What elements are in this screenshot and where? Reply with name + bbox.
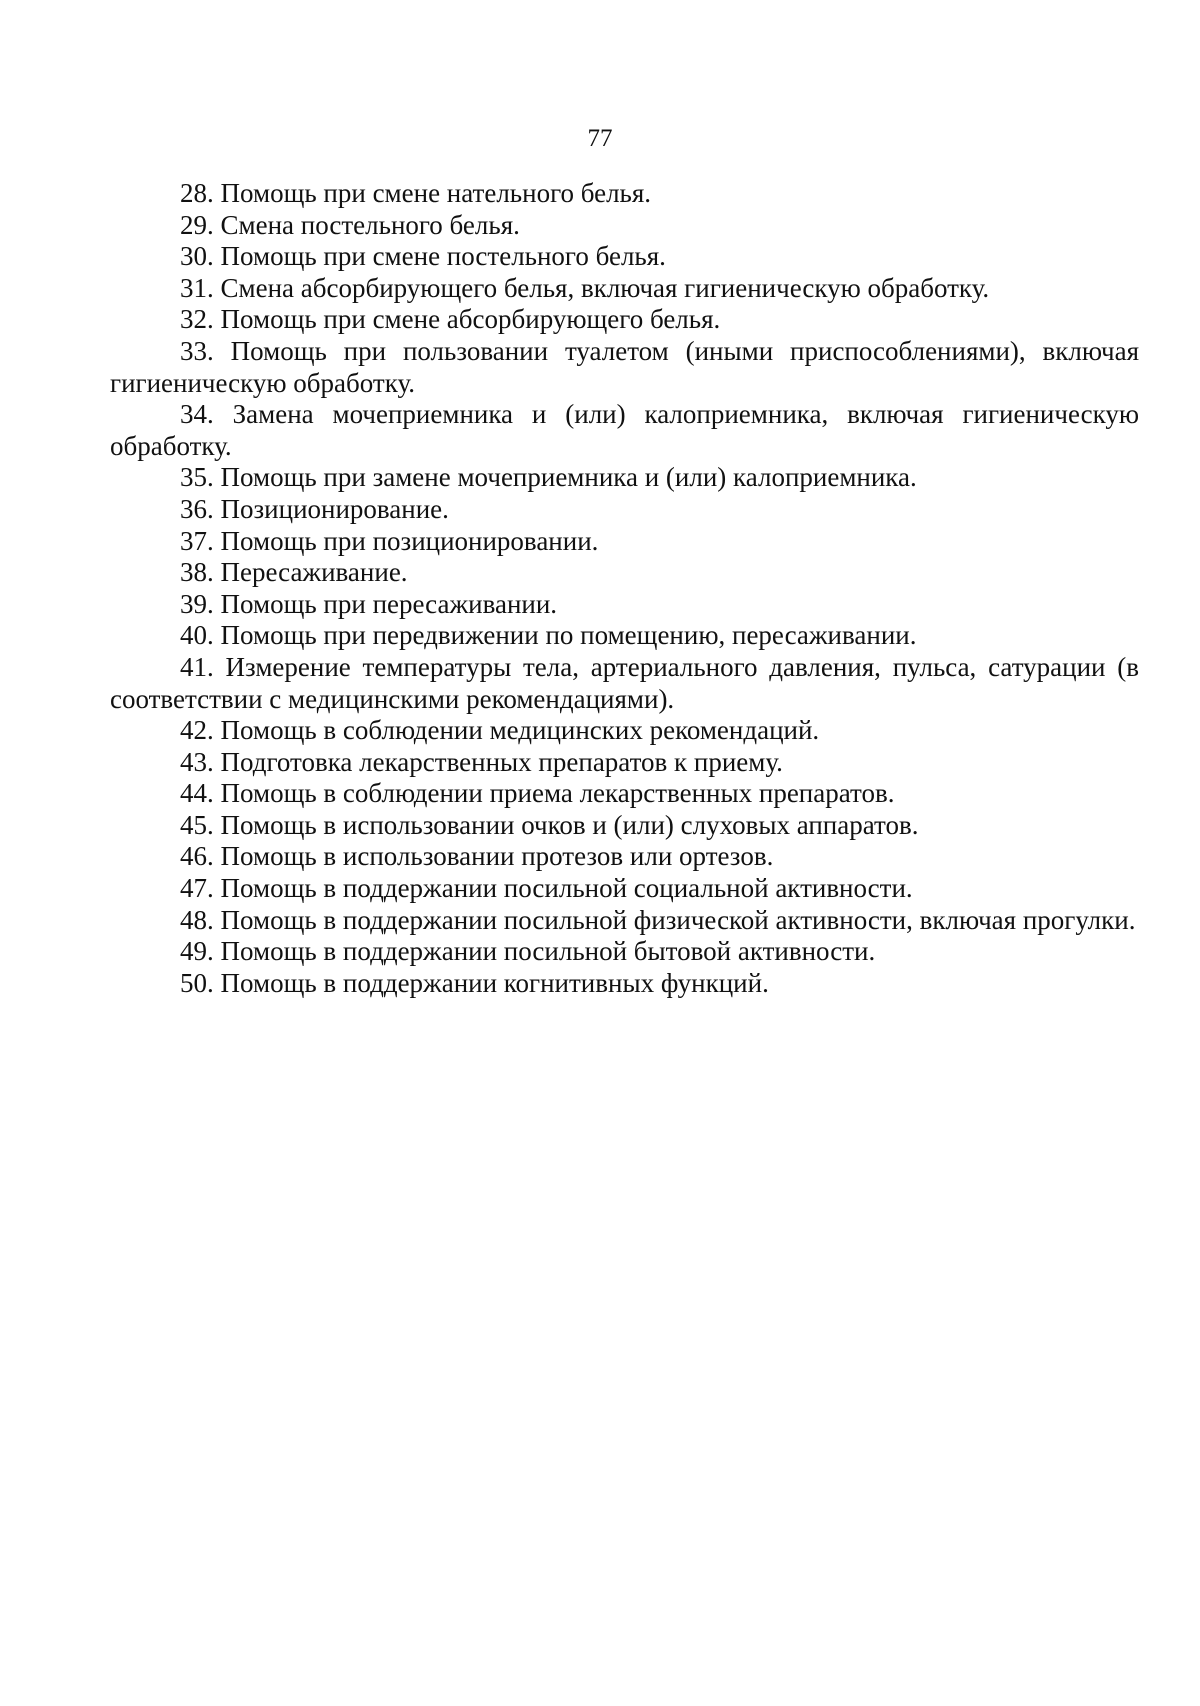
- list-item: 50. Помощь в поддержании когнитивных функций.: [180, 967, 769, 998]
- services-list: [110, 178, 1139, 999]
- list-item: 31. Смена абсорбирующего белья, включая гигиеническую обработку.: [180, 272, 990, 303]
- list-item: 37. Помощь при позиционировании.: [180, 525, 599, 556]
- list-item: 44. Помощь в соблюдении приема лекарственных препаратов.: [180, 778, 895, 809]
- list-item: 48. Помощь в поддержании посильной физической активности, включая прогулки.: [180, 904, 1136, 935]
- list-item: 34. Замена мочеприемника и (или) калоприемника, включая гигиеническую обработку.: [110, 399, 1139, 461]
- list-item: 39. Помощь при пересаживании.: [180, 588, 558, 619]
- list-item: 36. Позиционирование.: [180, 493, 449, 524]
- list-item: 47. Помощь в поддержании посильной социальной активности.: [180, 873, 913, 904]
- list-item: 45. Помощь в использовании очков и (или) слуховых аппаратов.: [180, 809, 919, 840]
- list-item: 32. Помощь при смене абсорбирующего белья.: [180, 304, 721, 335]
- list-item: 46. Помощь в использовании протезов или ортезов.: [180, 841, 774, 872]
- list-item: 35. Помощь при замене мочеприемника и (или) калоприемника.: [180, 462, 917, 493]
- list-item: 49. Помощь в поддержании посильной бытовой активности.: [180, 936, 876, 967]
- list-item: 41. Измерение температуры тела, артериального давления, пульса, сатурации (в соответствии с медицинскими рекомендациями).: [110, 651, 1139, 714]
- list-item: 29. Смена постельного белья.: [180, 209, 520, 240]
- list-item: 40. Помощь при передвижении по помещению, пересаживании.: [180, 620, 917, 651]
- list-item: 30. Помощь при смене постельного белья.: [180, 241, 666, 272]
- list-item: 43. Подготовка лекарственных препаратов к приему.: [180, 746, 783, 777]
- list-item: 42. Помощь в соблюдении медицинских рекомендаций.: [180, 715, 820, 746]
- list-item: 28. Помощь при смене нательного белья.: [180, 178, 652, 208]
- list-item: 33. Помощь при пользовании туалетом (иными приспособлениями), включая гигиеническую обработку.: [110, 335, 1139, 398]
- page-number: 77: [587, 125, 613, 152]
- list-item: 38. Пересаживание.: [180, 557, 408, 588]
